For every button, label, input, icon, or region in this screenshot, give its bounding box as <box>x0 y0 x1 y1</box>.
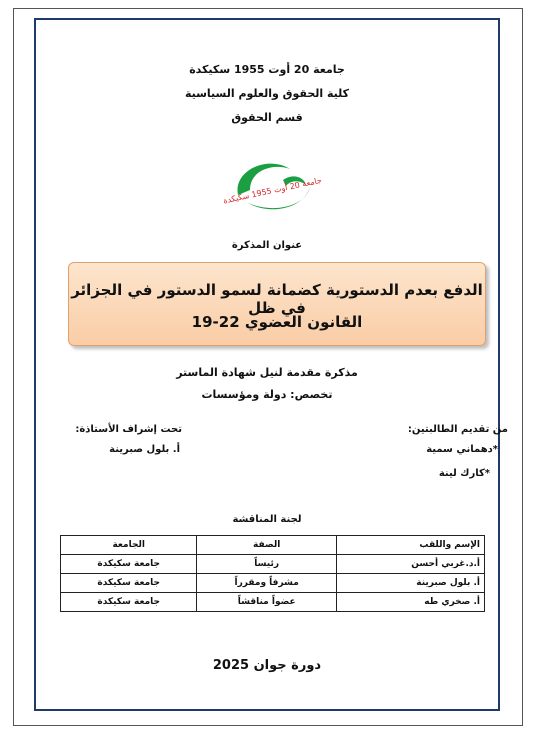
committee-table <box>60 535 485 612</box>
university-logo <box>222 155 323 220</box>
memo-title-label: عنوان المذكرة <box>231 240 303 251</box>
student-name-1: *دهماني سمية <box>426 444 498 455</box>
faculty-name: كلية الحقوق والعلوم السياسية <box>184 87 350 100</box>
students-label: من تقديم الطالبتين: <box>407 424 508 435</box>
university-name: جامعة 20 أوت 1955 سكيكدة <box>189 63 345 76</box>
session-text: دورة جوان 2025 <box>212 658 322 673</box>
cell-name: أ. بلول صبرينة <box>336 574 484 593</box>
cell-university: جامعة سكيكدة <box>61 555 197 574</box>
memo-title-line2: القانون العضوي 22-19 <box>191 313 363 331</box>
header-role: الصفة <box>197 536 337 555</box>
table-row <box>61 593 485 612</box>
table-row <box>61 574 485 593</box>
cell-university: جامعة سكيكدة <box>61 574 197 593</box>
table-row <box>61 555 485 574</box>
degree-text: مذكرة مقدمة لنيل شهادة الماستر <box>176 366 358 379</box>
header-university: الجامعة <box>61 536 197 555</box>
department-name: قسم الحقوق <box>231 111 303 124</box>
supervisor-label: تحت إشراف الأستاذة: <box>75 424 182 435</box>
cell-university: جامعة سكيكدة <box>61 593 197 612</box>
cell-role: عضواً مناقشاً <box>197 593 337 612</box>
cell-role: رئيساً <box>197 555 337 574</box>
table-header-row <box>61 536 485 555</box>
supervisor-name: أ. بلول صبرينة <box>109 444 180 455</box>
cell-role: مشرفاً ومقرراً <box>197 574 337 593</box>
specialization-text: تخصص: دولة ومؤسسات <box>201 388 333 401</box>
logo-text: جامعة 20 أوت 1955 سكيكدة <box>222 175 323 206</box>
committee-label: لجنة المناقشة <box>232 514 302 525</box>
student-name-2: *كارك لينة <box>438 468 490 479</box>
memo-title-line1: الدفع بعدم الدستورية كضمانة لسمو الدستور في الجزائر في ظل <box>71 281 483 317</box>
header-name: الإسم واللقب <box>336 536 484 555</box>
cell-name: أ.د.غربي أحسن <box>336 555 484 574</box>
cell-name: أ. صخري طه <box>336 593 484 612</box>
